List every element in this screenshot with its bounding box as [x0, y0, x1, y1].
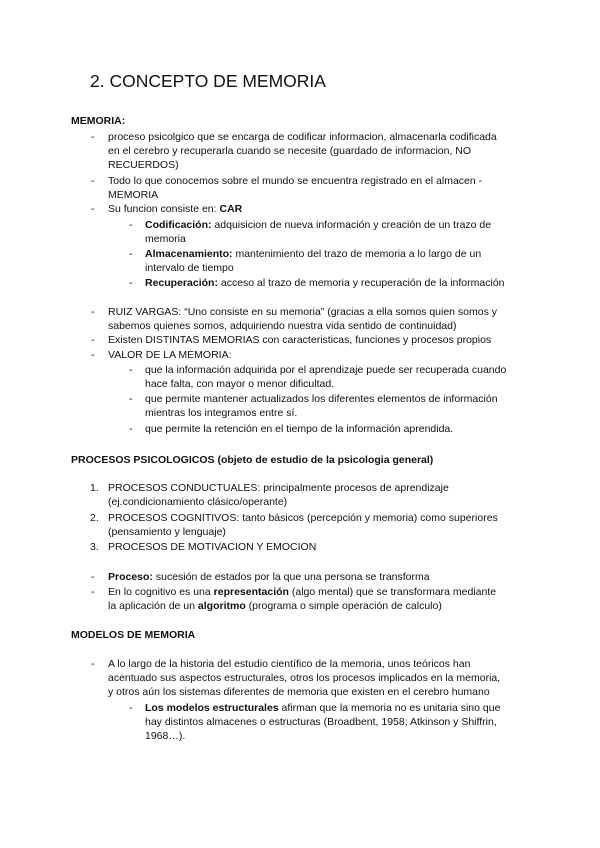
bullet: -: [129, 364, 133, 376]
list-item: PROCESOS CONDUCTUALES: principalmente procesos de aprendizaje (ej.condicionamiento clásico/operante): [108, 482, 449, 508]
bullet: -: [91, 334, 95, 346]
bullet: -: [129, 702, 133, 714]
bullet: -: [91, 349, 95, 361]
list-item: que permite mantener actualizados los diferentes elementos de información mientras los integramos entre sí.: [145, 393, 498, 419]
list-number: 3.: [90, 541, 99, 553]
list-item: que la información adquirida por el aprendizaje puede ser recuperada cuando hace falta, con mayor o menor dificultad.: [145, 364, 507, 390]
bullet: -: [91, 175, 95, 187]
page-title: 2. CONCEPTO DE MEMORIA: [90, 71, 326, 91]
list-item: RUIZ VARGAS: “Uno consiste en su memoria” (gracias a ella somos quien somos y sabemos quienes somos, adquiriendo nuestra vida sentido de continuidad): [108, 306, 498, 332]
list-number: 2.: [90, 512, 99, 524]
bullet: -: [129, 423, 133, 435]
list-item: VALOR DE LA MEMORIA:: [108, 349, 232, 361]
list-item: Todo lo que conocemos sobre el mundo se encuentra registrado en el almacen - MEMORIA: [108, 175, 483, 201]
list-item: que permite la retención en el tiempo de la información aprendida.: [145, 423, 454, 435]
list-item: Recuperación: acceso al trazo de memoria y recuperación de la información: [145, 277, 505, 289]
list-item: A lo largo de la historia del estudio científico de la memoria, unos teóricos han acentuado sus aspectos estructurales, otros los procesos implicados en la memoria, y otros aún los sistemas diferentes de memoria que existen en el cerebro humano: [108, 658, 501, 698]
bullet: -: [91, 658, 95, 670]
list-item: PROCESOS DE MOTIVACION Y EMOCION: [108, 541, 317, 553]
list-item: proceso psicolgico que se encarga de codificar informacion, almacenarla codificada en el cerebro y recuperarla cuando se necesite (guardado de informacion, NO RECUERDOS): [108, 131, 497, 171]
bullet: -: [129, 277, 133, 289]
list-item: PROCESOS COGNITIVOS: tanto básicos (percepción y memoria) como superiores (pensamiento y lenguaje): [108, 512, 498, 538]
bullet: -: [91, 306, 95, 318]
procesos-heading: PROCESOS PSICOLOGICOS (objeto de estudio de la psicologia general): [71, 454, 434, 466]
list-item: Los modelos estructurales afirman que la memoria no es unitaria sino que hay distintos almacenes o estructuras (Broadbent, 1958; Atkinson y Shiffrin, 1968…).: [145, 702, 501, 742]
list-item: En lo cognitivo es una representación (algo mental) que se transformara mediante la aplicación de un algoritmo (programa o simple operación de calculo): [108, 586, 497, 612]
bullet: -: [129, 219, 133, 231]
bullet: -: [129, 248, 133, 260]
list-item: Proceso: sucesión de estados por la que una persona se transforma: [108, 571, 430, 583]
list-item: Almacenamiento: mantenimiento del trazo de memoria a lo largo de un intervalo de tiempo: [145, 248, 482, 274]
memoria-heading: MEMORIA:: [71, 115, 126, 127]
bullet: -: [91, 586, 95, 598]
bullet: -: [91, 131, 95, 143]
bullet: -: [91, 203, 95, 215]
list-item: Existen DISTINTAS MEMORIAS con caracteristicas, funciones y procesos propios: [108, 334, 492, 346]
list-number: 1.: [90, 482, 99, 494]
bullet: -: [129, 393, 133, 405]
list-item: Su funcion consiste en: CAR: [108, 203, 243, 215]
bullet: -: [91, 571, 95, 583]
list-item: Codificación: adquisicion de nueva información y creación de un trazo de memoria: [145, 219, 492, 245]
modelos-heading: MODELOS DE MEMORIA: [71, 629, 196, 641]
